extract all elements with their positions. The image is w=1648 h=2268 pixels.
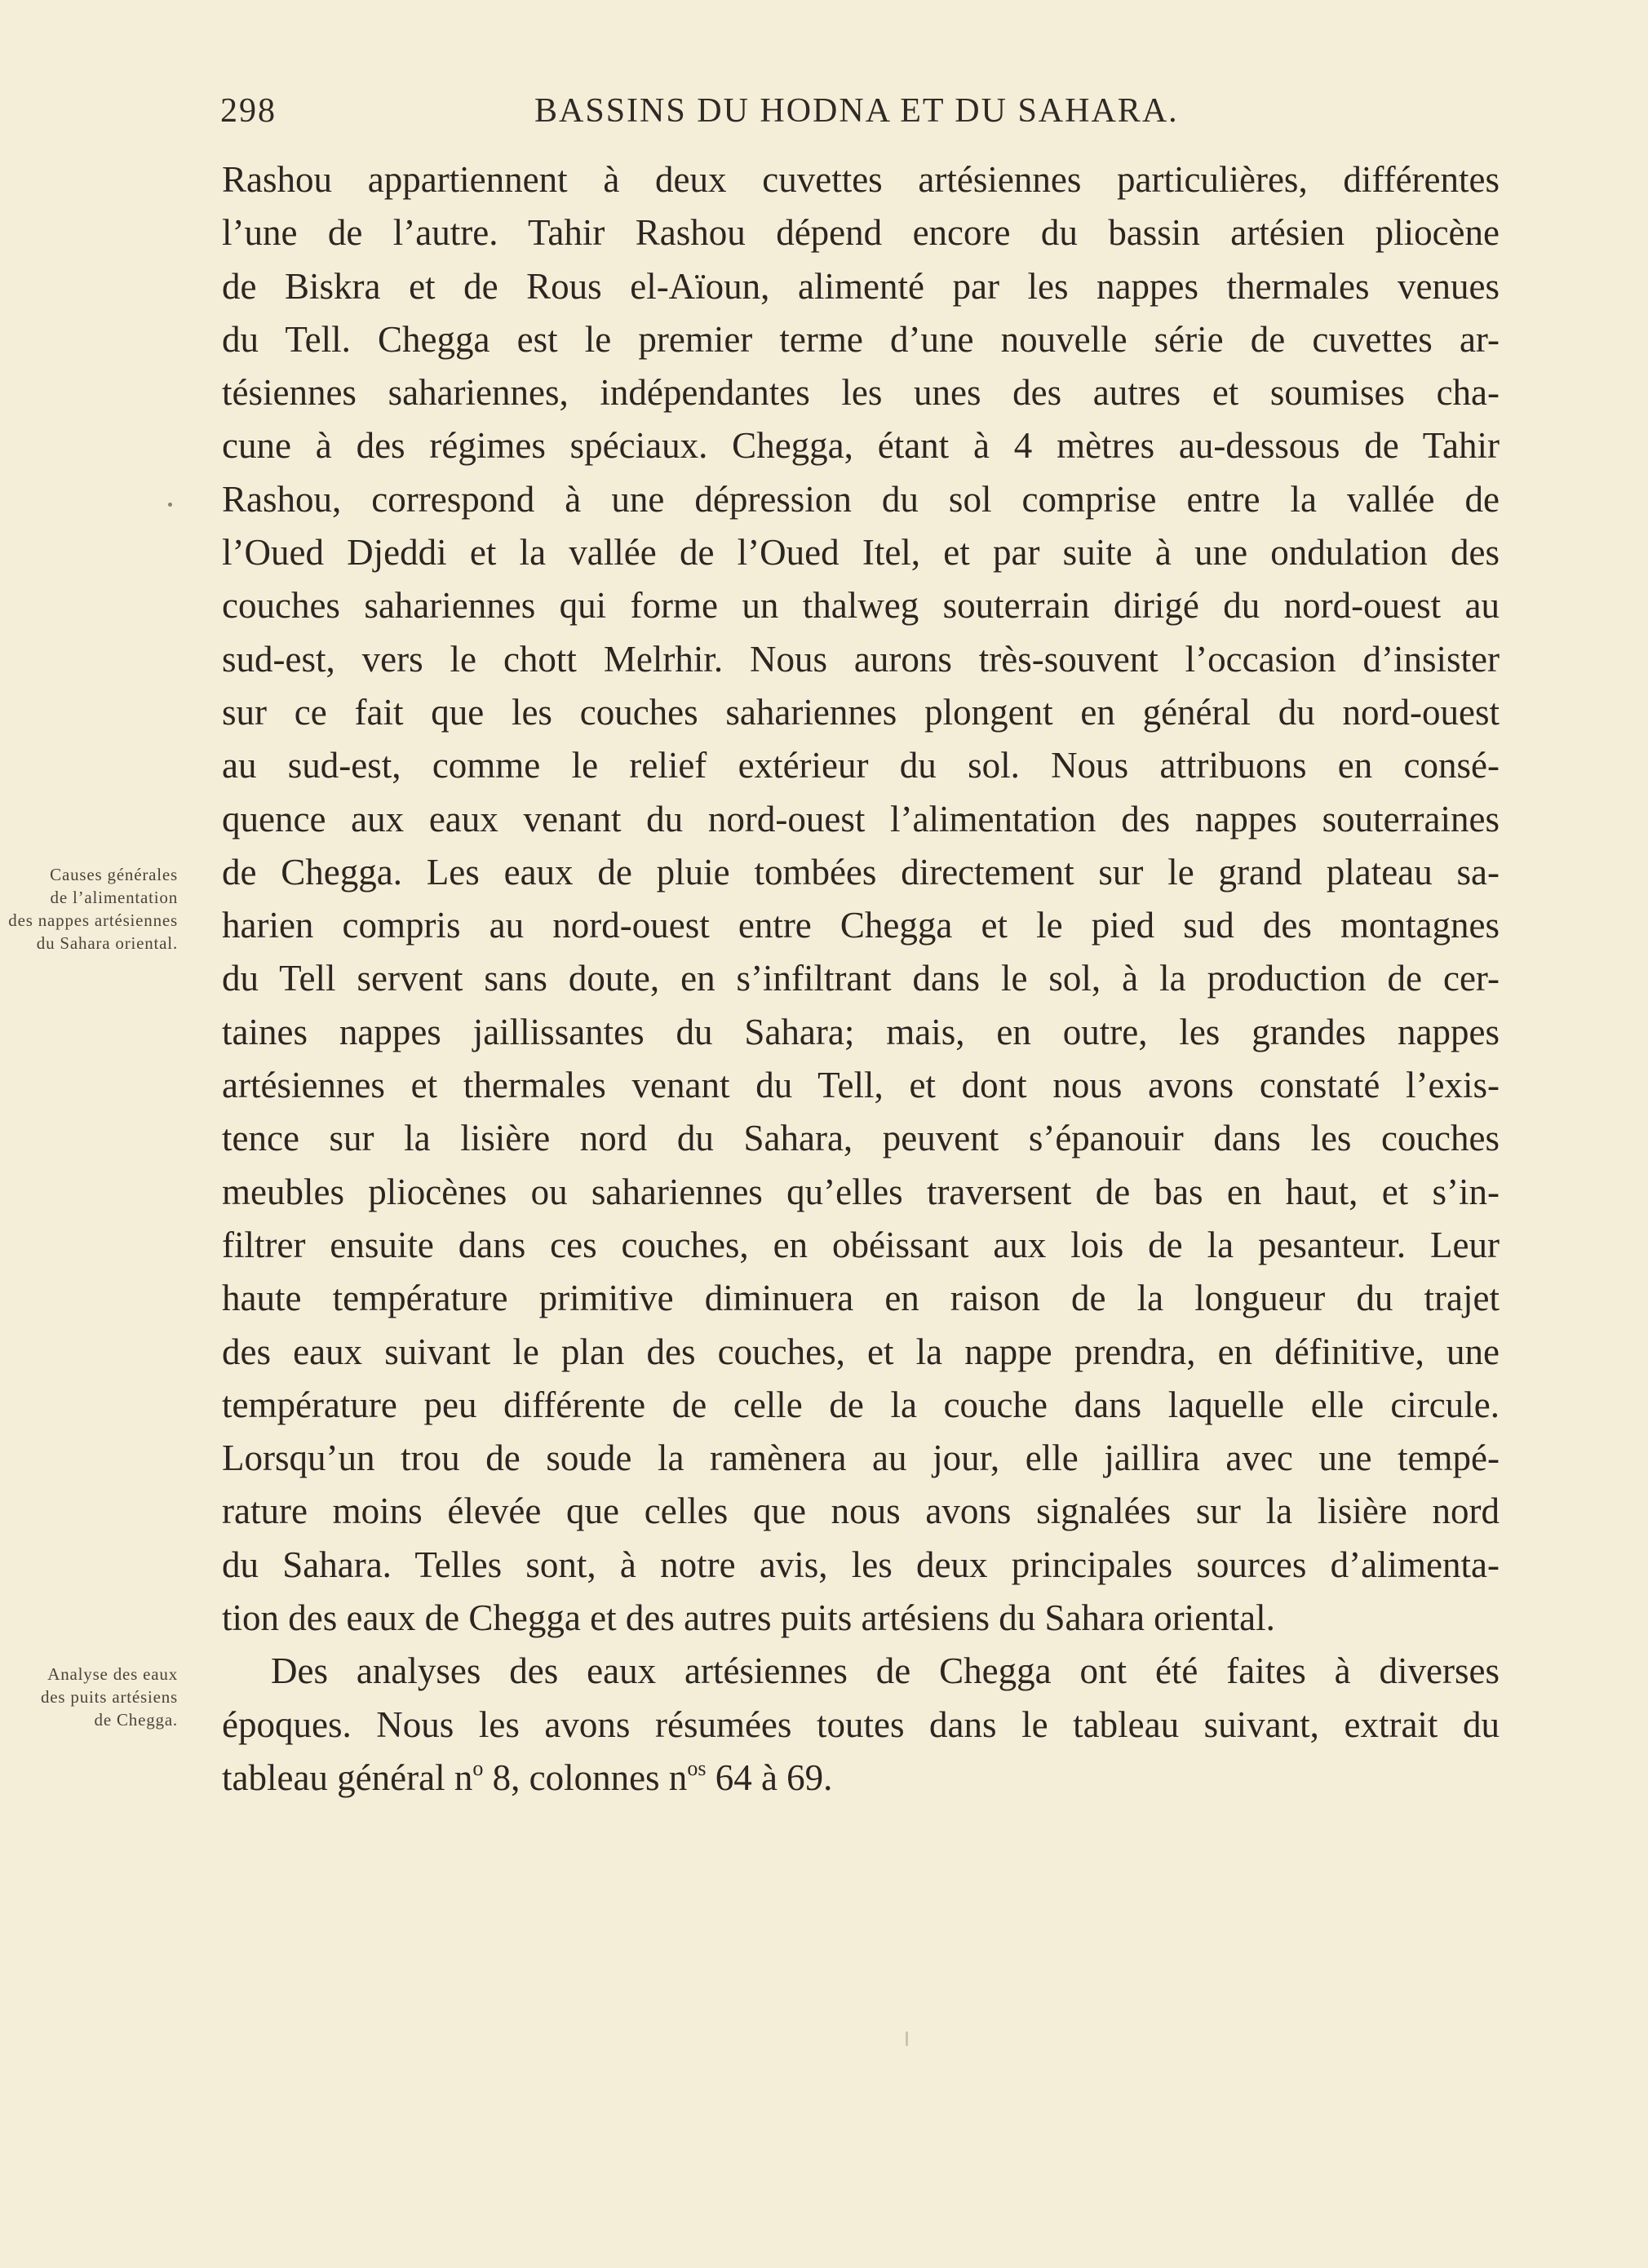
- text-line: de Chegga. Les eaux de pluie tombées directement sur le grand plateau sa-: [222, 851, 1500, 893]
- speck-mark: [168, 503, 172, 507]
- text-line: Lorsqu’un trou de soude la ramènera au jour, elle jaillira avec une tempé-: [222, 1437, 1500, 1479]
- final-line-start: tableau général n: [222, 1756, 473, 1798]
- margin-note-line: Analyse des eaux: [47, 1664, 178, 1684]
- text-line: artésiennes et thermales venant du Tell, et dont nous avons constaté l’exis-: [222, 1065, 1500, 1106]
- text-line: sur ce fait que les couches sahariennes plongent en général du nord-ouest: [222, 691, 1500, 733]
- text-line: rature moins élevée que celles que nous avons signalées sur la lisière nord: [222, 1491, 1500, 1532]
- text-line: tion des eaux de Chegga et des autres puits artésiens du Sahara oriental.: [222, 1597, 1275, 1639]
- text-line: époques. Nous les avons résumées toutes dans le tableau suivant, extrait du: [222, 1703, 1500, 1745]
- text-line: haute température primitive diminuera en raison de la longueur du trajet: [222, 1278, 1500, 1319]
- margin-note-line: de Chegga.: [94, 1710, 178, 1730]
- body-text: [222, 153, 1500, 1805]
- text-line: Rashou appartiennent à deux cuvettes artésiennes particulières, différentes: [222, 159, 1500, 200]
- text-line: l’Oued Djeddi et la vallée de l’Oued Itel, et par suite à une ondulation des: [222, 532, 1500, 574]
- text-line: Rashou, correspond à une dépression du sol comprise entre la vallée de: [222, 478, 1500, 520]
- text-line: du Sahara. Telles sont, à notre avis, les deux principales sources d’alimenta-: [222, 1544, 1500, 1585]
- text-line: cune à des régimes spéciaux. Chegga, étant à 4 mètres au-dessous de Tahir: [222, 425, 1500, 467]
- text-line: au sud-est, comme le relief extérieur du sol. Nous attribuons en consé-: [222, 745, 1500, 786]
- text-line-final: [222, 1752, 1500, 1805]
- text-line: meubles pliocènes ou sahariennes qu’elles traversent de bas en haut, et s’in-: [222, 1171, 1500, 1212]
- superscript-numeros: os: [687, 1756, 707, 1780]
- margin-note-analyse: [5, 1663, 178, 1731]
- text-line: du Tell servent sans doute, en s’infiltrant dans le sol, à la production de cer-: [222, 958, 1500, 999]
- running-head: [220, 91, 1517, 140]
- margin-note-line: des nappes artésiennes: [8, 910, 178, 930]
- text-line: couches sahariennes qui forme un thalweg souterrain dirigé du nord-ouest au: [222, 585, 1500, 627]
- text-line: de Biskra et de Rous el-Aïoun, alimenté par les nappes thermales venues: [222, 265, 1500, 307]
- running-title: BASSINS DU HODNA ET DU SAHARA.: [534, 92, 1179, 130]
- text-line: température peu différente de celle de la couche dans laquelle elle circule.: [222, 1384, 1500, 1425]
- margin-note-line: des puits artésiens: [40, 1687, 178, 1707]
- text-line: tésiennes sahariennes, indépendantes les unes des autres et soumises cha-: [222, 372, 1500, 414]
- text-line: taines nappes jaillissantes du Sahara; mais, en outre, les grandes nappes: [222, 1011, 1500, 1052]
- speck-mark: [906, 2031, 908, 2046]
- page-number: 298: [220, 92, 277, 130]
- final-line-middle: 8, colonnes n: [483, 1756, 688, 1798]
- final-line-end: 64 à 69.: [706, 1756, 833, 1798]
- text-line: Des analyses des eaux artésiennes de Chegga ont été faites à diverses: [271, 1650, 1500, 1692]
- margin-note-alimentation: [5, 863, 178, 955]
- margin-note-line: de l’alimentation: [50, 888, 178, 907]
- text-line: sud-est, vers le chott Melrhir. Nous aurons très-souvent l’occasion d’insister: [222, 638, 1500, 680]
- superscript-numero: o: [472, 1756, 484, 1780]
- text-line: harien compris au nord-ouest entre Chegga et le pied sud des montagnes: [222, 905, 1500, 946]
- text-line: des eaux suivant le plan des couches, et la nappe prendra, en définitive, une: [222, 1331, 1500, 1372]
- text-line: filtrer ensuite dans ces couches, en obéissant aux lois de la pesanteur. Leur: [222, 1224, 1500, 1265]
- text-line: quence aux eaux venant du nord-ouest l’alimentation des nappes souterraines: [222, 798, 1500, 839]
- text-line: du Tell. Chegga est le premier terme d’une nouvelle série de cuvettes ar-: [222, 318, 1500, 360]
- text-line: tence sur la lisière nord du Sahara, peuvent s’épanouir dans les couches: [222, 1118, 1500, 1159]
- margin-note-line: du Sahara oriental.: [36, 933, 178, 953]
- margin-note-line: Causes générales: [50, 865, 178, 884]
- text-line: l’une de l’autre. Tahir Rashou dépend encore du bassin artésien pliocène: [222, 212, 1500, 254]
